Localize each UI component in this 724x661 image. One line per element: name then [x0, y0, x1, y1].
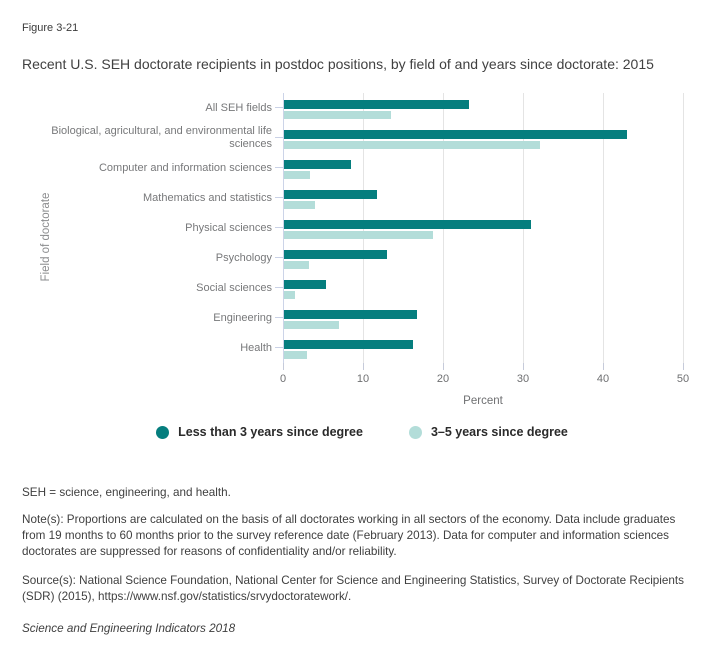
x-tick-label-0: 0: [279, 373, 287, 385]
category-tick: [275, 137, 283, 138]
category-label: All SEH fields: [205, 101, 272, 114]
category-label: Computer and information sciences: [98, 161, 272, 174]
figure-number: Figure 3-21: [22, 22, 79, 34]
legend: [0, 425, 724, 439]
category-tick: [275, 347, 283, 348]
category-row: [22, 183, 702, 213]
bar-less-than-3-years: [284, 310, 417, 319]
category-tick: [275, 197, 283, 198]
y-axis-label: Field of doctorate: [40, 192, 52, 282]
bar-3-5-years: [284, 231, 433, 239]
x-tick-label-10: 10: [356, 373, 370, 385]
footnote-notes: Note(s): Proportions are calculated on the basis of all doctorates working in all sectors of the economy. Data include graduates from 19 months to 60 months prior to the survey reference date (February 2013). Data for computer and information sciences doctorates are suppressed for reasons of confidentiality and/or reliability.: [22, 513, 676, 558]
x-tick-30: [523, 363, 524, 370]
category-tick: [275, 317, 283, 318]
bar-3-5-years: [284, 291, 295, 299]
bar-chart: [22, 93, 702, 407]
bar-less-than-3-years: [284, 280, 326, 289]
footnote-source: Source(s): National Science Foundation, National Center for Science and Engineering Statistics, Survey of Doctorate Recipients (SDR) (2015), https://www.nsf.gov/statistics/srvydoctoratework/.: [22, 574, 684, 603]
legend-label: Less than 3 years since degree: [178, 425, 363, 439]
legend-item-less-than-3-years: [156, 425, 363, 439]
category-row: [22, 153, 702, 183]
bar-3-5-years: [284, 321, 339, 329]
category-label: Social sciences: [196, 281, 272, 294]
bar-3-5-years: [284, 351, 307, 359]
x-tick-label-40: 40: [596, 373, 610, 385]
category-label: Psychology: [215, 251, 272, 264]
bar-less-than-3-years: [284, 130, 627, 139]
category-row: [22, 333, 702, 363]
x-axis-label: Percent: [463, 395, 503, 407]
x-tick-10: [363, 363, 364, 370]
category-tick: [275, 167, 283, 168]
bar-3-5-years: [284, 261, 309, 269]
category-row: [22, 273, 702, 303]
category-label: Engineering: [213, 311, 272, 324]
category-row: [22, 93, 702, 123]
bar-3-5-years: [284, 141, 540, 149]
legend-swatch-light-teal: [409, 426, 422, 439]
legend-swatch-dark-teal: [156, 426, 169, 439]
category-tick: [275, 107, 283, 108]
chart-title: Recent U.S. SEH doctorate recipients in postdoc positions, by field of and years since doctorate: 2015: [22, 56, 654, 72]
category-row: [22, 213, 702, 243]
category-row: [22, 243, 702, 273]
x-tick-0: [283, 363, 284, 370]
x-tick-50: [683, 363, 684, 370]
x-tick-label-30: 30: [516, 373, 530, 385]
category-label: Health: [240, 341, 272, 354]
x-tick-20: [443, 363, 444, 370]
bar-less-than-3-years: [284, 190, 377, 199]
x-tick-40: [603, 363, 604, 370]
bar-less-than-3-years: [284, 340, 413, 349]
category-tick: [275, 287, 283, 288]
bar-3-5-years: [284, 171, 310, 179]
bar-less-than-3-years: [284, 220, 531, 229]
category-tick: [275, 257, 283, 258]
category-label: Mathematics and statistics: [143, 191, 272, 204]
bar-less-than-3-years: [284, 100, 469, 109]
category-label: Physical sciences: [185, 221, 272, 234]
x-tick-label-50: 50: [676, 373, 690, 385]
bar-3-5-years: [284, 111, 391, 119]
footnote-seh-definition: SEH = science, engineering, and health.: [22, 486, 231, 499]
legend-label: 3–5 years since degree: [430, 425, 568, 439]
category-row: [22, 303, 702, 333]
bar-3-5-years: [284, 201, 315, 209]
footnote-credit: Science and Engineering Indicators 2018: [22, 622, 236, 635]
bar-less-than-3-years: [284, 160, 351, 169]
legend-item-3-5-years: [409, 425, 568, 439]
bar-less-than-3-years: [284, 250, 387, 259]
category-tick: [275, 227, 283, 228]
category-label: Biological, agricultural, and environmental life sciences: [51, 125, 272, 150]
x-tick-label-20: 20: [436, 373, 450, 385]
category-row: [22, 123, 702, 153]
